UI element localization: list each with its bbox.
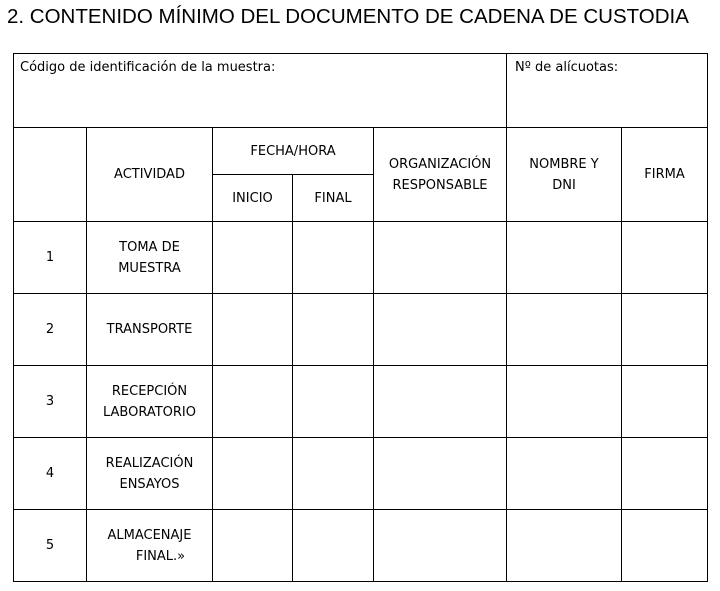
row-number	[14, 510, 87, 582]
cell-nombre[interactable]	[507, 222, 622, 294]
row-actividad-line2: FINAL.»	[135, 548, 186, 564]
table-row	[14, 294, 708, 366]
table-row	[14, 222, 708, 294]
row-actividad	[87, 510, 213, 582]
row-actividad-line1: TOMA DE	[119, 239, 180, 255]
cell-inicio[interactable]	[213, 438, 293, 510]
row-number-label: 1	[45, 250, 55, 265]
header-firma	[622, 128, 708, 222]
sample-code-cell[interactable]	[14, 54, 507, 128]
cell-inicio[interactable]	[213, 294, 293, 366]
cell-organizacion[interactable]	[374, 294, 507, 366]
cell-inicio[interactable]	[213, 510, 293, 582]
cell-organizacion[interactable]	[374, 222, 507, 294]
header-number-cell	[14, 128, 87, 222]
row-actividad-line1: RECEPCIÓN	[111, 383, 188, 399]
cell-final[interactable]	[293, 294, 374, 366]
table-row	[14, 510, 708, 582]
row-actividad	[87, 222, 213, 294]
row-number	[14, 294, 87, 366]
cell-final[interactable]	[293, 438, 374, 510]
header-firma-label: FIRMA	[644, 167, 685, 182]
header-row	[14, 128, 708, 175]
header-inicio	[213, 175, 293, 222]
cell-final[interactable]	[293, 510, 374, 582]
sample-info-row	[14, 54, 708, 128]
header-nombre-line1: NOMBRE Y	[529, 156, 599, 172]
row-actividad-line1: REALIZACIÓN	[105, 455, 194, 471]
cell-firma[interactable]	[622, 222, 708, 294]
row-actividad-line2: ENSAYOS	[119, 476, 180, 492]
row-actividad-line2: MUESTRA	[118, 260, 181, 276]
header-inicio-label: INICIO	[232, 190, 273, 206]
header-actividad	[87, 128, 213, 222]
cell-inicio[interactable]	[213, 366, 293, 438]
header-organizacion-line1: ORGANIZACIÓN	[388, 156, 492, 172]
header-fecha-hora	[213, 128, 374, 175]
cell-final[interactable]	[293, 366, 374, 438]
row-actividad-line2: LABORATORIO	[102, 404, 197, 420]
row-number	[14, 366, 87, 438]
table-row	[14, 438, 708, 510]
row-number-label: 3	[45, 394, 55, 409]
cell-organizacion[interactable]	[374, 366, 507, 438]
table-row	[14, 366, 708, 438]
cell-nombre[interactable]	[507, 366, 622, 438]
aliquots-label: Nº de alícuotas:	[515, 60, 619, 75]
cell-nombre[interactable]	[507, 438, 622, 510]
header-final	[293, 175, 374, 222]
row-actividad-line1: ALMACENAJE	[107, 527, 192, 543]
row-actividad	[87, 438, 213, 510]
cell-firma[interactable]	[622, 438, 708, 510]
header-nombre	[507, 128, 622, 222]
cell-organizacion[interactable]	[374, 438, 507, 510]
cell-firma[interactable]	[622, 510, 708, 582]
header-nombre-line2: DNI	[552, 177, 576, 193]
row-number-label: 4	[45, 466, 55, 481]
row-actividad	[87, 366, 213, 438]
cell-final[interactable]	[293, 222, 374, 294]
aliquots-cell[interactable]	[507, 54, 708, 128]
cell-firma[interactable]	[622, 366, 708, 438]
row-number-label: 2	[45, 322, 55, 337]
row-actividad	[87, 294, 213, 366]
cell-organizacion[interactable]	[374, 510, 507, 582]
cell-firma[interactable]	[622, 294, 708, 366]
header-fecha-hora-label: FECHA/HORA	[250, 143, 336, 159]
row-number-label: 5	[45, 538, 55, 553]
header-final-label: FINAL	[314, 190, 352, 206]
header-organizacion	[374, 128, 507, 222]
cell-nombre[interactable]	[507, 510, 622, 582]
sample-code-label: Código de identificación de la muestra:	[20, 60, 276, 75]
cell-inicio[interactable]	[213, 222, 293, 294]
header-organizacion-line2: RESPONSABLE	[392, 177, 488, 193]
row-actividad-line1: TRANSPORTE	[106, 322, 193, 337]
custody-chain-table	[13, 53, 708, 582]
header-actividad-label: ACTIVIDAD	[114, 167, 185, 182]
page-title: 2. CONTENIDO MÍNIMO DEL DOCUMENTO DE CADENA DE CUSTODIA	[7, 5, 689, 28]
cell-nombre[interactable]	[507, 294, 622, 366]
row-number	[14, 438, 87, 510]
row-number	[14, 222, 87, 294]
